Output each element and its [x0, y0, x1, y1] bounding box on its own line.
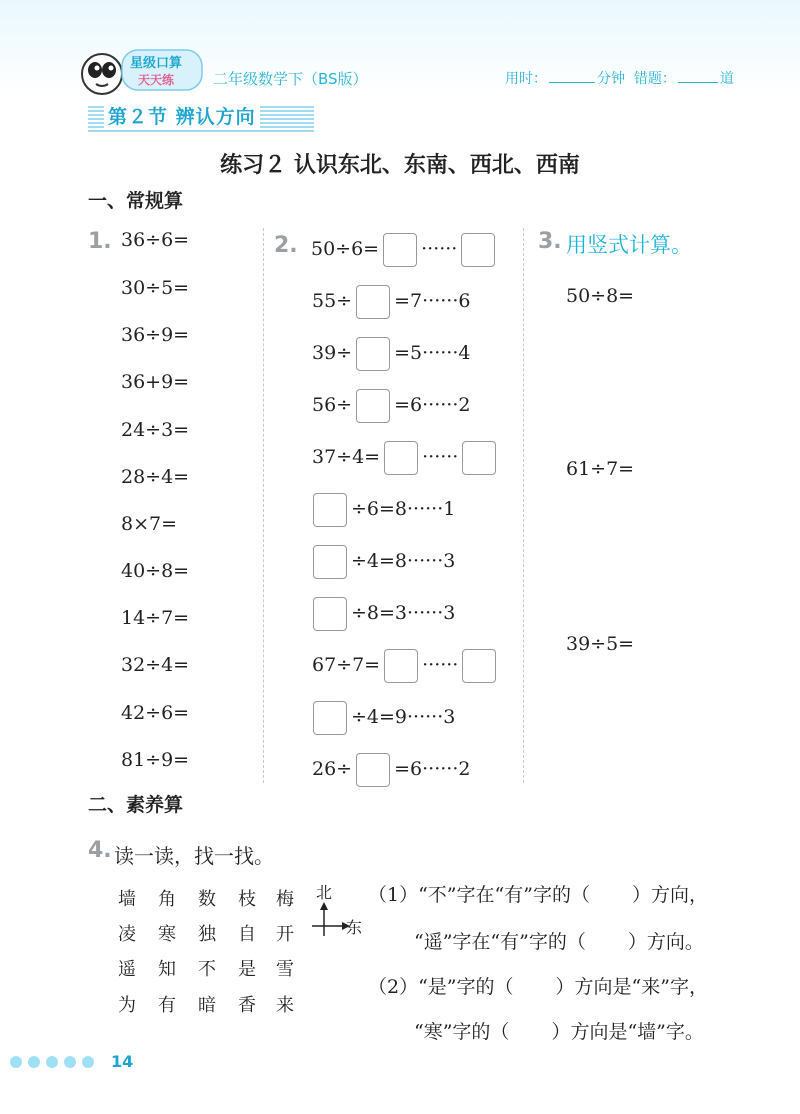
poem-char: 是: [238, 959, 256, 980]
q1-item: 30÷5=: [121, 277, 190, 299]
q2-item-pre: 67÷7=: [312, 654, 381, 676]
poem-char: 枝: [238, 889, 256, 910]
poem-char: 来: [276, 995, 294, 1016]
minute-label: 分钟: [597, 71, 625, 87]
poem-char: 独: [198, 924, 216, 945]
answer-box[interactable]: [356, 389, 390, 423]
poem-char: 香: [238, 995, 256, 1016]
answer-box[interactable]: [384, 649, 418, 683]
q2-item-pre: 37÷4=: [312, 446, 381, 468]
q4-number: 4.: [88, 838, 112, 863]
q4-sub1-b-post: ）方向。: [627, 931, 704, 953]
q2-number: 2.: [274, 233, 298, 258]
poem-char: 凌: [118, 924, 136, 945]
column-divider: [523, 228, 524, 783]
time-blank[interactable]: [549, 71, 595, 83]
q2-item-mid: =6······2: [394, 758, 471, 780]
section-title: 第２节 辨认方向: [104, 102, 260, 129]
q2-item-pre: 56÷: [312, 394, 353, 416]
exercise-title: 练习２ 认识东北、东南、西北、西南: [220, 153, 580, 178]
answer-box[interactable]: [313, 545, 347, 579]
q3-item: 50÷8=: [566, 285, 635, 307]
q2-item: [309, 545, 455, 579]
q4-sub1-b: [414, 927, 704, 954]
logo-line1: 星级口算: [130, 56, 183, 71]
q1-item: 36+9=: [121, 371, 190, 393]
time-label: 用时：: [505, 71, 547, 87]
q2-item: [309, 701, 455, 735]
poem-char: 墙: [118, 889, 136, 910]
q2-item-mid: ÷4=9······3: [351, 706, 456, 728]
q4-sub1-a: [368, 880, 708, 907]
q2-item-pre: 50÷6=: [311, 238, 380, 260]
q1-item: 36÷6=: [121, 229, 190, 251]
q2-item-mid: ÷4=8······3: [351, 550, 456, 572]
poem-char: 知: [158, 959, 176, 980]
q2-item: [312, 649, 500, 683]
answer-box[interactable]: [383, 233, 417, 267]
answer-box[interactable]: [462, 441, 496, 475]
q4-sub2-a-pre: （2）“是”字的（: [368, 976, 514, 998]
q1-item: 40÷8=: [121, 560, 190, 582]
q2-item: [312, 389, 470, 423]
q2-item-mid: ······: [421, 238, 458, 260]
poem-char: 有: [158, 995, 176, 1016]
q1-item: 24÷3=: [121, 419, 190, 441]
q4-sub2-b-pre: “寒”字的（: [414, 1021, 510, 1043]
q1-item: 36÷9=: [121, 324, 190, 346]
q2-item: [309, 493, 455, 527]
poem-char: 数: [198, 889, 216, 910]
poem-char: 梅: [276, 889, 294, 910]
q3-title: 用竖式计算。: [566, 233, 692, 257]
q3-number: 3.: [538, 229, 562, 254]
q4-sub1-a-pre: （1）“不”字在“有”字的（: [368, 884, 590, 906]
time-error-record: [505, 68, 734, 88]
q2-item: [312, 441, 500, 475]
q2-item-pre: 55÷: [312, 290, 353, 312]
q2-item: [312, 285, 470, 319]
answer-box[interactable]: [313, 597, 347, 631]
poem-char: 雪: [276, 959, 294, 980]
poem-char: 寒: [158, 924, 176, 945]
errors-unit: 道: [719, 71, 734, 87]
q1-item: 32÷4=: [121, 654, 190, 676]
column-divider: [263, 228, 264, 783]
compass-east-label: 东: [346, 918, 363, 937]
footer-dots-decoration: [10, 1053, 100, 1072]
q2-item: [311, 233, 499, 267]
answer-box[interactable]: [356, 337, 390, 371]
answer-box[interactable]: [313, 493, 347, 527]
compass-north-label: 北: [316, 883, 333, 902]
errors-blank[interactable]: [678, 71, 718, 83]
logo-line2: 天天练: [138, 73, 175, 87]
poem-char: 遥: [118, 959, 136, 980]
poem-char: 自: [238, 924, 256, 945]
answer-box[interactable]: [461, 233, 495, 267]
answer-box[interactable]: [462, 649, 496, 683]
q4-sub2-b: [414, 1017, 704, 1044]
errors-label: 错题：: [633, 71, 676, 87]
q1-item: 81÷9=: [121, 749, 190, 771]
answer-box[interactable]: [356, 285, 390, 319]
q2-item: [312, 337, 470, 371]
poem-char: 开: [276, 924, 294, 945]
poem-char: 角: [158, 889, 176, 910]
q1-item: 8×7=: [121, 513, 178, 535]
q4-sub1-a-post: ）方向，: [631, 884, 708, 906]
q2-item-mid: ······: [422, 654, 459, 676]
q4-sub2-b-post: ）方向是“墙”字。: [551, 1021, 704, 1043]
poem-char: 暗: [198, 995, 216, 1016]
page-number: 14: [111, 1052, 134, 1071]
poem-char: 不: [198, 959, 216, 980]
q3-item: 39÷5=: [566, 633, 635, 655]
q1-item: 14÷7=: [121, 607, 190, 629]
q4-sub2-a: [368, 972, 708, 999]
q2-item: [312, 753, 470, 787]
grade-label: 二年级数学下（BS版）: [213, 70, 368, 88]
q2-item-mid: =7······6: [394, 290, 471, 312]
q2-item-mid: =5······4: [394, 342, 471, 364]
answer-box[interactable]: [384, 441, 418, 475]
q4-sub2-a-post: ）方向是“来”字，: [555, 976, 708, 998]
q2-item-mid: ÷6=8······1: [351, 498, 456, 520]
mascot-logo-icon: [80, 48, 205, 96]
q3-item: 61÷7=: [566, 458, 635, 480]
part2-title: 二、素养算: [88, 794, 184, 816]
compass-arrow-icon: [310, 902, 350, 938]
q1-number: 1.: [88, 229, 112, 254]
q1-item: 42÷6=: [121, 702, 190, 724]
q2-item-pre: 26÷: [312, 758, 353, 780]
q4-sub1-b-pre: “遥”字在“有”字的（: [414, 931, 586, 953]
q4-title: 读一读，找一找。: [114, 844, 274, 868]
q2-item-mid: ÷8=3······3: [351, 602, 456, 624]
part1-title: 一、常规算: [88, 190, 184, 212]
q2-item-mid: ······: [422, 446, 459, 468]
poem-char: 为: [118, 995, 136, 1016]
q1-item: 28÷4=: [121, 466, 190, 488]
answer-box[interactable]: [313, 701, 347, 735]
q2-item-pre: 39÷: [312, 342, 353, 364]
answer-box[interactable]: [356, 753, 390, 787]
q2-item: [309, 597, 455, 631]
q2-item-mid: =6······2: [394, 394, 471, 416]
